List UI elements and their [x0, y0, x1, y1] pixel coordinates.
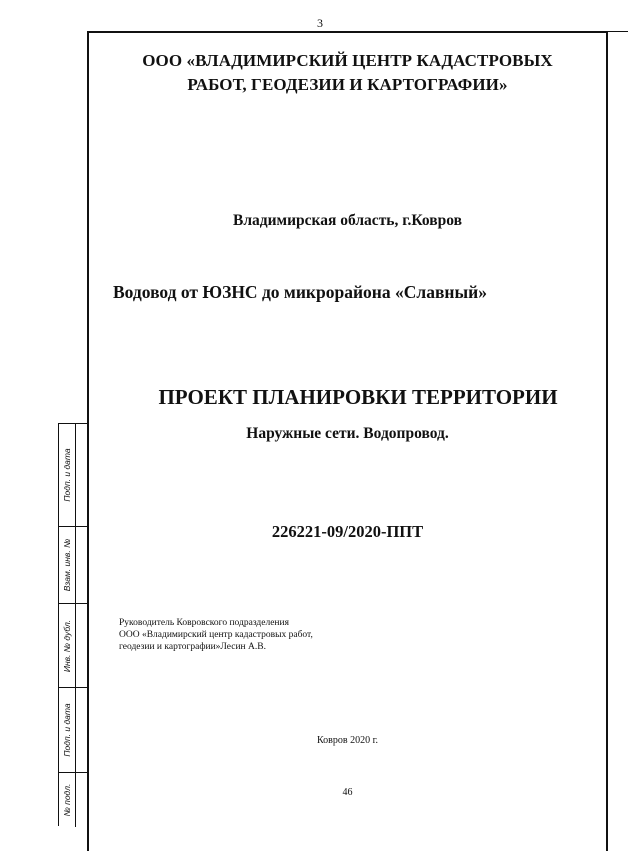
- bottom-page-number: 46: [342, 787, 353, 798]
- region: Владимирская область, г.Ковров: [233, 212, 462, 229]
- signature-block: [119, 617, 313, 653]
- stamp-label-holder: [59, 604, 75, 687]
- object-name: Водовод от ЮЗНС до микрорайона «Славный»: [113, 282, 488, 302]
- organization-title-line-2: РАБОТ, ГЕОДЕЗИИ И КАРТОГРАФИИ»: [187, 75, 508, 94]
- signature-line-3: геодезии и картографии»Лесин А.В.: [119, 642, 266, 652]
- organization-title-line-1: ООО «ВЛАДИМИРСКИЙ ЦЕНТР КАДАСТРОВЫХ: [142, 51, 553, 70]
- stamp-cell-replacement-inventory: [59, 527, 89, 604]
- stamp-label-holder: [59, 527, 75, 603]
- signature-line-1: Руководитель Ковровского подразделения: [119, 618, 289, 628]
- stamp-label-holder: [59, 773, 75, 827]
- top-page-number: 3: [317, 16, 323, 30]
- organization-title: [87, 49, 608, 97]
- city-year: Ковров 2020 г.: [316, 735, 379, 746]
- stamp-label: № подл.: [62, 783, 72, 817]
- stamp-label-holder: [59, 424, 75, 526]
- stamp-label: Подп. и дата: [62, 703, 72, 757]
- stamp-label: Инв. № дубл.: [62, 619, 72, 672]
- stamp-cell-signature-date: [59, 424, 89, 527]
- frame-top-extension: [608, 31, 628, 32]
- project-subtitle: Наружные сети. Водопровод.: [246, 425, 449, 442]
- project-title: ПРОЕКТ ПЛАНИРОВКИ ТЕРРИТОРИИ: [158, 385, 558, 409]
- stamp-column: [58, 423, 88, 826]
- stamp-cell-original-number: [59, 773, 89, 827]
- document-code: 226221-09/2020-ППТ: [271, 522, 424, 541]
- stamp-label-holder: [59, 688, 75, 772]
- signature-line-2: ООО «Владимирский центр кадастровых работ,: [119, 630, 313, 640]
- stamp-label: Взам. инв. №: [62, 538, 72, 592]
- stamp-cell-duplicate-inventory: [59, 604, 89, 688]
- stamp-label: Подп. и дата: [62, 448, 72, 502]
- stamp-cell-signature-date-2: [59, 688, 89, 773]
